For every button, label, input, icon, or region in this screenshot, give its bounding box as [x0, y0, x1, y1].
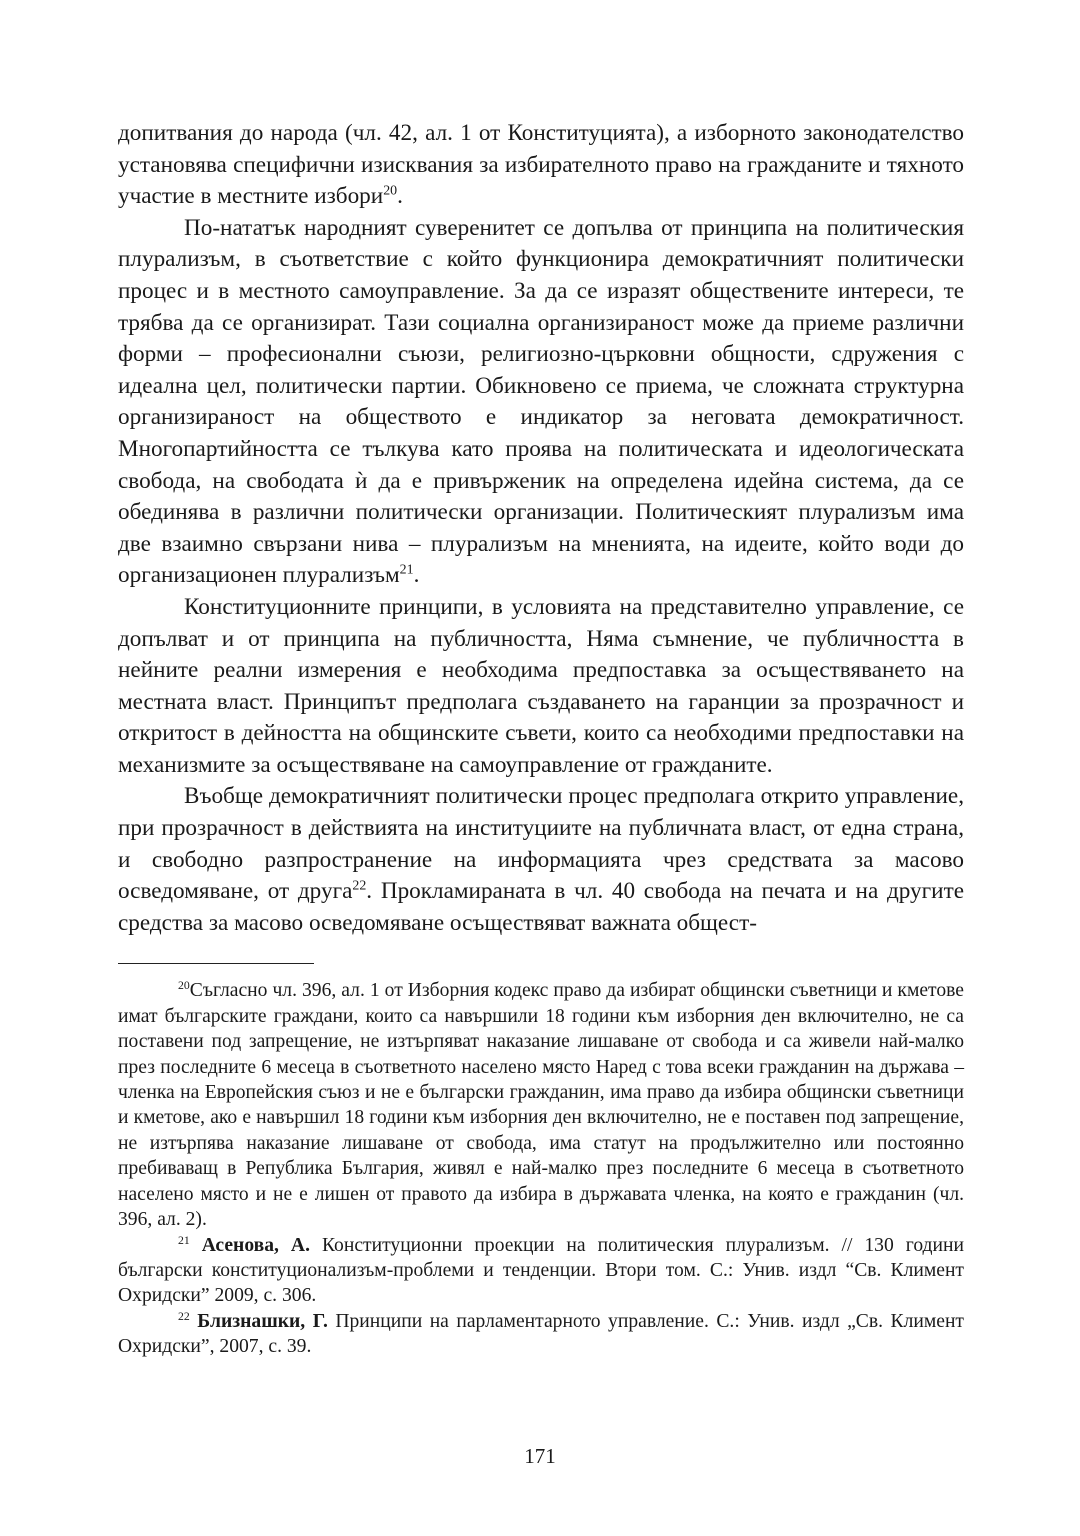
footnote-ref-22: 22	[352, 878, 367, 894]
footnote-ref-21: 21	[399, 562, 414, 578]
footnote-ref-20: 20	[383, 183, 398, 199]
footnote-20	[118, 978, 964, 1232]
footnote-number: 22	[178, 1309, 190, 1323]
paragraph-3: Конституционните принципи, в условията на представително управление, се допълват и от принципа на публичността, Няма съмнение, че публичността в нейните реални измерения е необходима предпоставка за осъществяването на местната власт. Принципът предполага създаването на гаранции за прозрачност и откритост в дейността на общинските съвети, които са необходими предпоставки на механизмите за осъществяване на самоуправление от гражданите.	[118, 593, 964, 778]
paragraph-1-text: допитвания до народа (чл. 42, ал. 1 от Конституцията), а изборното законодателство установява специфични изисквания за избирателното право на гражданите и тяхното участие в местните избори	[118, 120, 964, 210]
page-content	[118, 118, 964, 1360]
paragraph-1	[118, 118, 964, 213]
footnotes	[118, 978, 964, 1359]
paragraph-1-tail: .	[397, 183, 403, 210]
footnote-author: Асенова, А.	[201, 1234, 310, 1256]
paragraph-2-tail: .	[413, 562, 420, 589]
footnote-text: Принципи на парламентарното управление. С.: Унив. издл „Св. Климент Охридски”, 2007, с. 39.	[118, 1310, 964, 1358]
footnote-number: 20	[178, 979, 190, 993]
paragraph-4-text-a: Въобще демократичният политически процес предполага открито управление, при прозрачност в действията на институциите на публичната власт, от една страна, и свободно разпространение на информацията чрез средствата за масово осведомяване, от друга	[118, 783, 964, 905]
paragraph-4	[118, 781, 964, 939]
paragraph-2	[118, 213, 964, 592]
body-text	[118, 118, 964, 939]
footnote-21	[118, 1233, 964, 1309]
footnote-separator	[118, 963, 314, 964]
paragraph-4-text-b: . Прокламираната в чл. 40 свобода на печата и на другите средства за масово осведомяване осъществяват важната общест-	[118, 878, 964, 936]
footnote-text: Конституционни проекции на политическия плурализъм. // 130 години български конституционализъм-проблеми и тенденции. Втори том. С.: Унив. издл “Св. Климент Охридски” 2009, с. 306.	[118, 1234, 964, 1307]
footnote-author: Близнашки, Г.	[197, 1310, 328, 1332]
footnote-text: Съгласно чл. 396, ал. 1 от Изборния кодекс право да избират общински съветници и кметове имат българските граждани, които са навършили 18 години към изборния ден включително, не са поставени под запрещение, не изтърпяват наказание лишаване от свобода и са живели най-малко през последните 6 месеца в съответното населено място Наред с това всеки гражданин на държава – членка на Европейския съюз и не е български гражданин, има право да избира общински съветници и кметове, ако е навършил 18 години към изборния ден включително, не е поставен под запрещение, не изтърпява наказание лишаване от свобода, има статут на продължително или постоянно пребиваващ в Република България, живял е най-малко през последните 6 месеца в съответното населено място и не е лишен от правото да избира в държавата членка, на която е гражданин (чл. 396, ал. 2).	[118, 980, 964, 1231]
paragraph-2-text: По-нататък народният суверенитет се допълва от принципа на политическия плурализъм, в съответствие с който функционира демократичният политически процес и в местното самоуправление. За да се изразят обществените интереси, те трябва да се организират. Тази социална организираност може да приеме различни форми – професионални съюзи, религиозно-църковни общности, сдружения с идеална цел, политически партии. Обикновено се приема, че сложната структурна организираност на обществото е индикатор за неговата демократичност. Многопартийността се тълкува като проява на политическата и идеологическата свобода, на свободата ѝ да е привърженик на определена идейна система, да се обединява в различни политически организации. Политическият плурализъм има две взаимно свързани нива – плурализъм на мненията, на идеите, който води до организационен плурализъм	[118, 214, 964, 589]
footnote-22	[118, 1309, 964, 1360]
page-number: 171	[524, 1444, 556, 1468]
footnote-number: 21	[178, 1233, 190, 1247]
